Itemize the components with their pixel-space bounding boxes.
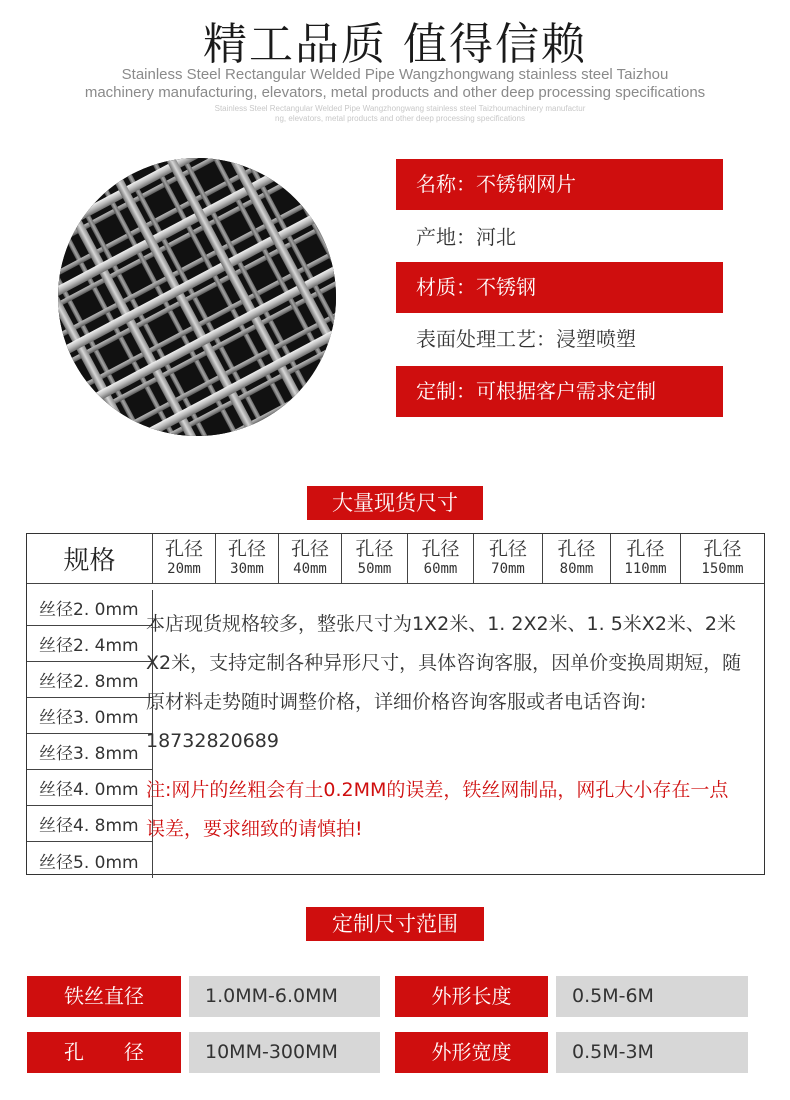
hole-label: 孔径 [626,538,665,560]
hole-size: 50mm [357,561,392,577]
hole-header-cell [216,534,279,584]
wire-diameter-row: 丝径4. 0mm [27,770,153,806]
wire-diameter-row: 丝径3. 0mm [27,698,153,734]
spec-header-cell: 规格 [27,534,153,584]
wire-mesh-image [58,158,336,436]
hole-size: 30mm [230,561,264,577]
info-surface: 表面处理工艺：浸塑喷塑 [416,327,636,351]
wire-diameter-value: 1.0MM-6.0MM [189,976,380,1017]
wire-diameter-row: 丝径4. 8mm [27,806,153,842]
hole-header-cell [279,534,342,584]
length-label: 外形长度 [395,976,548,1017]
hole-header-cell [342,534,408,584]
small-line-2: ng, elevators, metal products and other deep processing specifications [275,114,525,123]
subtitle-line-1: Stainless Steel Rectangular Welded Pipe Wangzhongwang stainless steel Taizhou [121,66,669,83]
width-label: 外形宽度 [395,1032,548,1073]
stock-size-heading: 大量现货尺寸 [307,486,483,520]
width-value: 0.5M-3M [556,1032,748,1073]
hole-header-cell [611,534,681,584]
hole-diameter-value: 10MM-300MM [189,1032,380,1073]
tolerance-note: 注:网片的丝粗会有土0.2MM的误差，铁丝网制品，网孔大小存在一点误差，要求细致的请慎拍! [146,779,729,840]
hole-label: 孔径 [227,538,266,560]
wire-diameter-row: 丝径3. 8mm [27,734,153,770]
stock-description: 本店现货规格较多，整张尺寸为1X2米、1. 2X2米、1. 5米X2米、2米X2米，支持定制各种异形尺寸，具体咨询客服，因单价变换周期短，随原材料走势随时调整价格，详细价格咨询客服或者电话咨询: 18732820689 [146,613,742,752]
length-value: 0.5M-6M [556,976,748,1017]
hole-size: 60mm [423,561,458,577]
hole-label: 孔径 [488,538,527,560]
hole-size: 70mm [491,561,525,577]
english-small-text [180,104,620,124]
wire-diameter-row: 丝径2. 0mm [27,590,153,626]
info-origin: 产地：河北 [416,225,516,249]
info-material: 材质：不锈钢 [396,262,723,313]
hole-size: 20mm [167,561,201,577]
wire-mesh-photo [58,158,336,436]
subtitle-line-2: machinery manufacturing, elevators, metal products and other deep processing specifications [84,84,706,101]
info-custom: 定制：可根据客户需求定制 [396,366,723,417]
hole-header-cell [474,534,543,584]
hole-header-cell [153,534,216,584]
hole-label: 孔径 [557,538,596,560]
hole-label: 孔径 [703,538,742,560]
page-title: 精工品质 值得信赖 [203,19,587,70]
hole-label: 孔径 [164,538,203,560]
wire-diameter-row: 丝径2. 4mm [27,626,153,662]
hole-size: 150mm [701,561,744,577]
hole-header-cell [543,534,611,584]
hole-header-cell [681,534,764,584]
wire-diameter-row: 丝径5. 0mm [27,842,153,878]
small-line-1: Stainless Steel Rectangular Welded Pipe Wangzhongwang stainless steel Taizhoumachinery manufactur [214,104,586,113]
hole-label: 孔径 [290,538,329,560]
hole-label: 孔径 [421,538,460,560]
info-name: 名称：不锈钢网片 [396,159,723,210]
hole-label: 孔径 [355,538,394,560]
hole-size: 40mm [293,561,327,577]
hole-size: 110mm [624,561,667,577]
hole-size: 80mm [559,561,594,577]
hole-header-cell [408,534,474,584]
custom-size-heading: 定制尺寸范围 [306,907,484,941]
wire-diameter-row: 丝径2. 8mm [27,662,153,698]
hole-diameter-label: 孔 径 [27,1032,181,1073]
english-subtitle [0,66,790,102]
wire-diameter-label: 铁丝直径 [27,976,181,1017]
